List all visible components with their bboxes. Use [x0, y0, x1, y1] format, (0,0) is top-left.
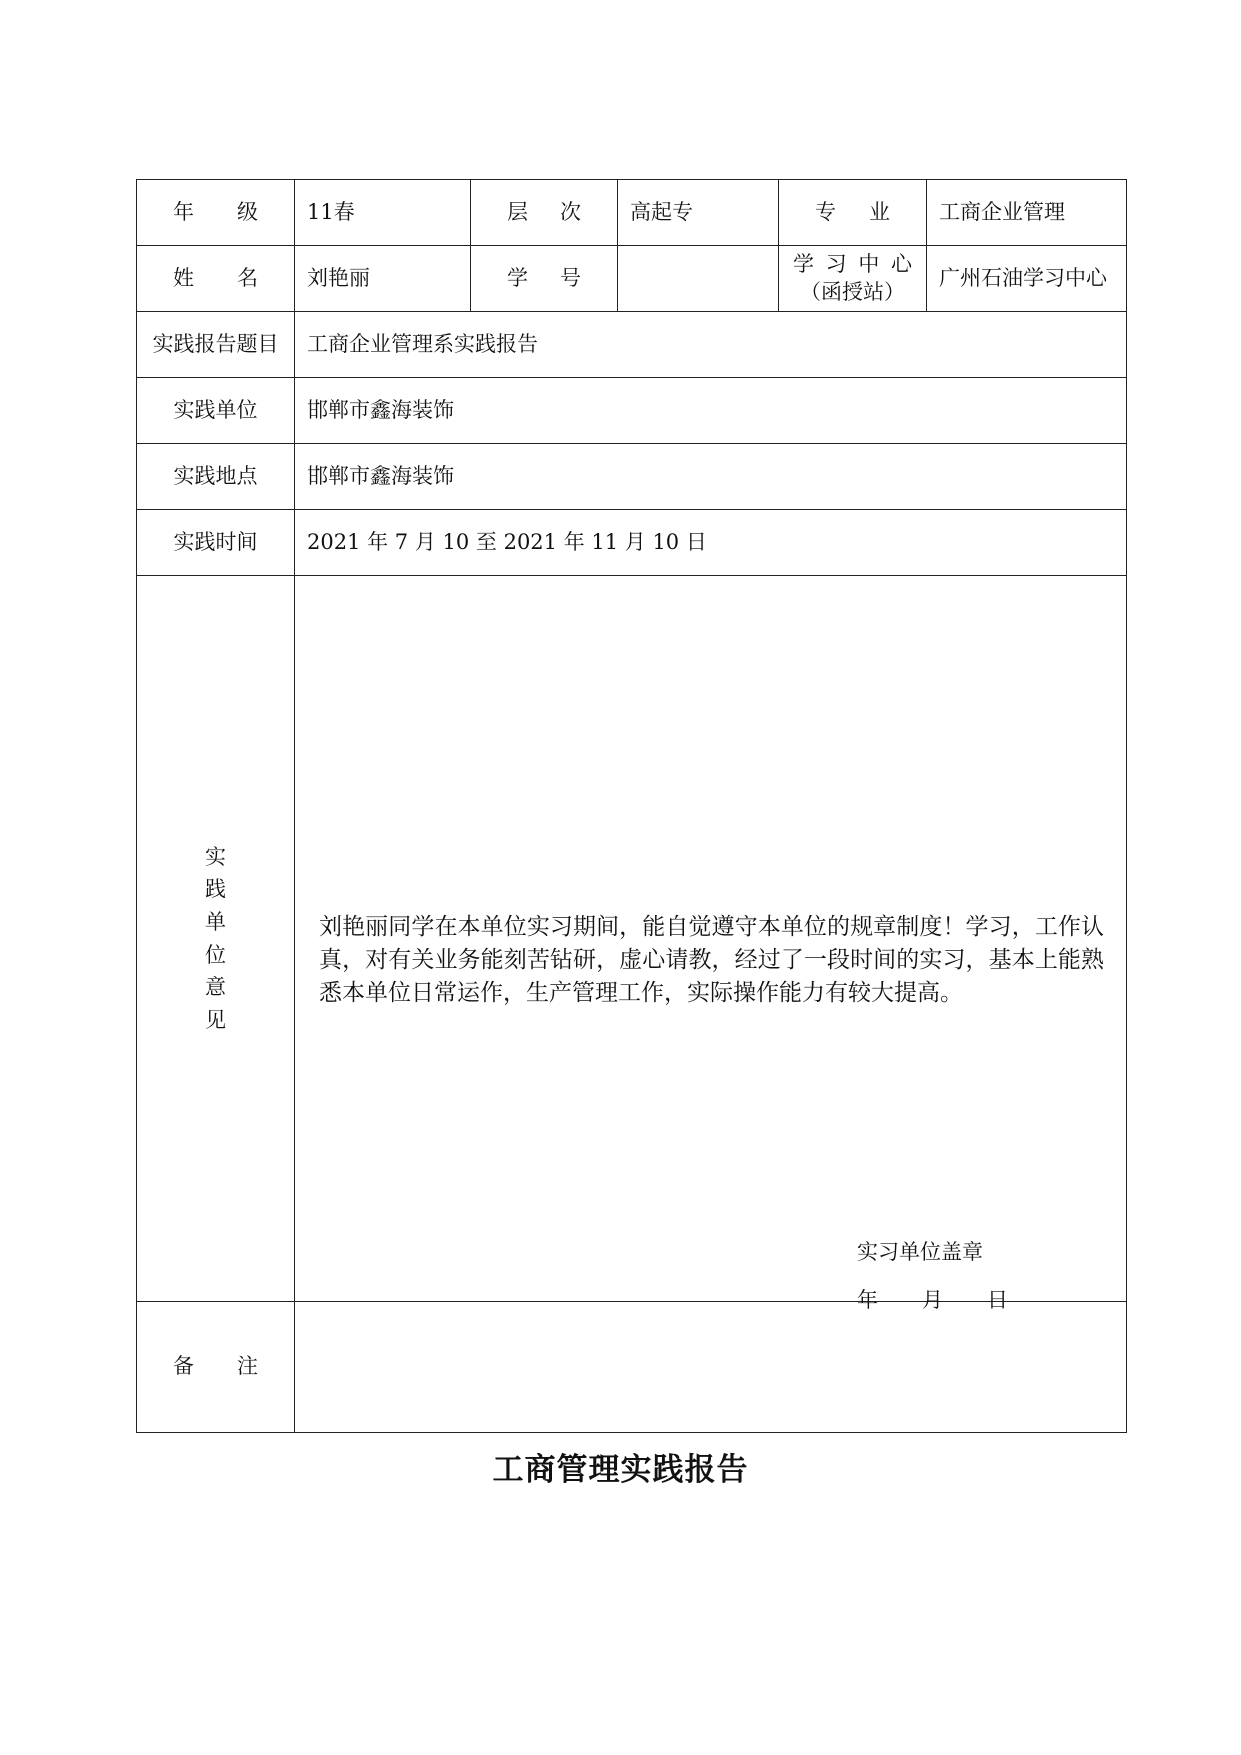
- remarks-label: 备 注: [137, 1302, 295, 1433]
- grade-label: 年 级: [137, 180, 295, 246]
- row-time: [137, 510, 1127, 576]
- major-value: 工商企业管理: [927, 180, 1127, 246]
- location-label: 实践地点: [137, 444, 295, 510]
- unit-stamp: [857, 1238, 1052, 1314]
- row-name: [137, 246, 1127, 312]
- topic-value: 工商企业管理系实践报告: [295, 312, 1127, 378]
- name-label: 姓 名: [137, 246, 295, 312]
- topic-label: 实践报告题目: [137, 312, 295, 378]
- unit-value: 邯郸市鑫海装饰: [295, 378, 1127, 444]
- opinion-label: 实 践 单 位 意 见: [137, 576, 295, 1302]
- row-unit: [137, 378, 1127, 444]
- row-location: [137, 444, 1127, 510]
- student-id-value: [618, 246, 779, 312]
- opinion-cell: [295, 576, 1127, 1312]
- learning-center-label: 学 习 中 心 （函授站）: [779, 246, 927, 312]
- opinion-text: 刘艳丽同学在本单位实习期间，能自觉遵守本单位的规章制度！学习，工作认真，对有关业务能刻苦钻研，虚心请教，经过了一段时间的实习，基本上能熟悉本单位日常运作，生产管理工作，实际操作能力有较大提高。: [319, 914, 1104, 1006]
- student-id-label: 学 号: [471, 246, 618, 312]
- remarks-value: [295, 1302, 1127, 1433]
- time-value: 2021 年 7 月 10 至 2021 年 11 月 10 日: [295, 510, 1127, 576]
- unit-label: 实践单位: [137, 378, 295, 444]
- learning-center-value: 广州石油学习中心: [927, 246, 1127, 312]
- major-label: 专 业: [779, 180, 927, 246]
- row-topic: [137, 312, 1127, 378]
- footer-title: 工商管理实践报告: [492, 1452, 749, 1488]
- location-value: 邯郸市鑫海装饰: [295, 444, 1127, 510]
- time-label: 实践时间: [137, 510, 295, 576]
- level-value: 高起专: [618, 180, 779, 246]
- row-opinion: [137, 576, 1127, 1302]
- row-grade: [137, 180, 1127, 246]
- level-label: 层 次: [471, 180, 618, 246]
- stamp-date: 年 月 日: [857, 1288, 1008, 1312]
- grade-value: 11春: [295, 180, 471, 246]
- name-value: 刘艳丽: [295, 246, 471, 312]
- stamp-label: 实习单位盖章: [857, 1240, 983, 1264]
- practice-report-form: [136, 179, 1127, 1433]
- row-remarks: [137, 1302, 1127, 1433]
